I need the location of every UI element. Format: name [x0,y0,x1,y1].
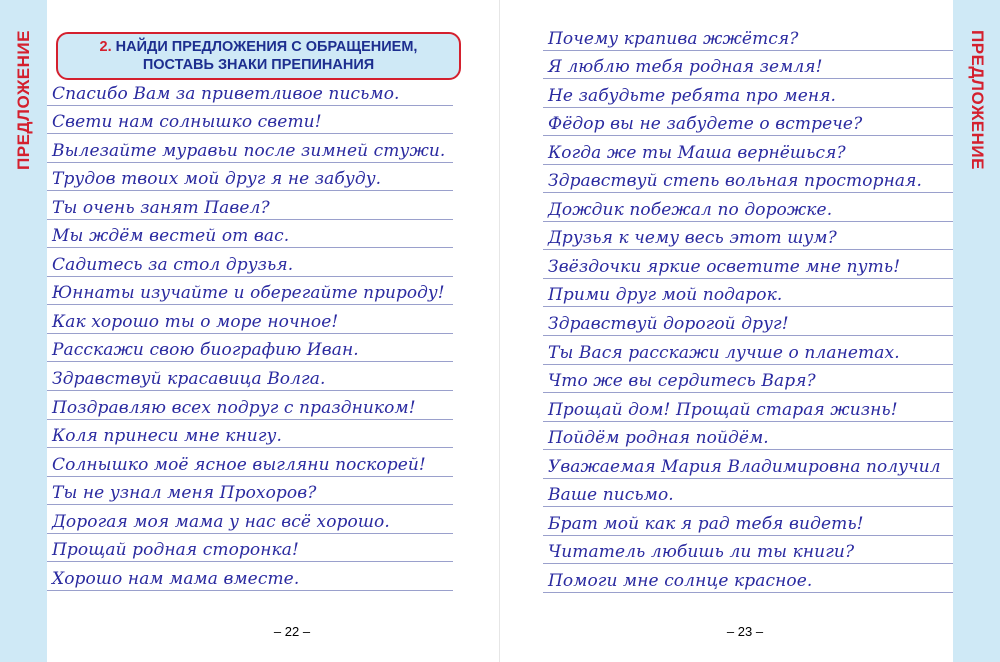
handwritten-line [500,368,953,397]
right-handwriting-lines [500,25,953,596]
task-number: 2. [99,39,112,55]
right-page-number: – 23 – [726,624,764,639]
handwritten-sentence: Звёздочки яркие осветите мне путь! [548,256,901,277]
handwritten-line [500,539,953,568]
task-title-line2: ПОСТАВЬ ЗНАКИ ПРЕПИНАНИЯ [142,57,375,73]
handwritten-line [47,451,500,480]
handwritten-line [47,194,500,223]
handwritten-sentence: Помоги мне солнце красное. [548,570,813,591]
handwritten-sentence: Фёдор вы не забудете о встрече? [548,114,863,135]
handwritten-line [47,480,500,509]
task-title-text1: НАЙДИ ПРЕДЛОЖЕНИЯ С ОБРАЩЕНИЕМ, [115,39,418,55]
handwritten-sentence: Здравствуй красавица Волга. [52,369,326,390]
handwritten-line [47,508,500,537]
handwritten-sentence: Расскажи свою биографию Иван. [52,340,359,361]
left-side-band [0,0,47,662]
handwritten-line [500,196,953,225]
right-page [500,0,953,662]
handwritten-sentence: Уважаемая Мария Владимировна получил [548,456,941,477]
handwritten-sentence: Брат мой как я рад тебя видеть! [548,513,864,534]
handwritten-line [500,425,953,454]
handwritten-line [500,282,953,311]
handwritten-sentence: Садитесь за стол друзья. [52,254,294,275]
handwritten-sentence: Здравствуй степь вольная просторная. [548,171,922,192]
handwritten-line [47,423,500,452]
left-page-number: – 22 – [273,624,311,639]
handwritten-sentence: Когда же ты Маша вернёшься? [548,142,846,163]
handwritten-sentence: Что же вы сердитесь Варя? [548,371,816,392]
handwritten-sentence: Ваше письмо. [548,485,674,506]
handwritten-sentence: Ты не узнал меня Прохоров? [52,483,317,504]
handwritten-line [47,137,500,166]
task-title-line1 [100,38,418,56]
handwritten-sentence: Юннаты изучайте и оберегайте природу! [52,283,445,304]
handwritten-line [500,82,953,111]
task-header-box [56,32,461,80]
handwritten-line [500,510,953,539]
handwritten-line [47,223,500,252]
handwritten-line [500,453,953,482]
right-side-label [953,30,1000,170]
handwritten-sentence: Прощай родная сторонка! [52,540,299,561]
handwritten-line [500,567,953,596]
handwritten-line [47,251,500,280]
handwritten-line [500,339,953,368]
handwritten-sentence: Читатель любишь ли ты книги? [548,542,855,563]
handwritten-line [47,308,500,337]
handwritten-sentence: Здравствуй дорогой друг! [548,314,789,335]
handwritten-line [500,111,953,140]
handwritten-sentence: Ты очень занят Павел? [52,197,270,218]
handwritten-line [500,482,953,511]
handwritten-sentence: Друзья к чему весь этот шум? [548,228,837,249]
handwritten-line [500,54,953,83]
handwritten-sentence: Дорогая моя мама у нас всё хорошо. [52,511,390,532]
handwritten-line [47,365,500,394]
handwritten-sentence: Мы ждём вестей от вас. [52,226,290,247]
handwritten-line [500,25,953,54]
handwritten-sentence: Поздравляю всех подруг с праздником! [52,397,416,418]
handwritten-sentence: Солнышко моё ясное выгляни поскорей! [52,454,426,475]
handwritten-sentence: Свети нам солнышко свети! [52,112,322,133]
handwritten-sentence: Как хорошо ты о море ночное! [52,311,339,332]
handwritten-sentence: Пойдём родная пойдём. [548,428,769,449]
right-side-band [953,0,1000,662]
right-side-label-text: ПРЕДЛОЖЕНИЕ [967,30,987,170]
handwritten-sentence: Прими друг мой подарок. [548,285,783,306]
handwritten-line [47,537,500,566]
handwritten-sentence: Трудов твоих мой друг я не забуду. [52,169,382,190]
handwritten-sentence: Я люблю тебя родная земля! [548,57,823,78]
handwritten-line [47,280,500,309]
handwritten-line [500,139,953,168]
handwritten-line [500,253,953,282]
left-handwriting-lines [47,80,500,594]
left-side-label [0,30,47,170]
left-side-label-text: ПРЕДЛОЖЕНИЕ [13,30,33,170]
handwritten-line [500,396,953,425]
handwritten-sentence: Коля принеси мне книгу. [52,426,282,447]
handwritten-sentence: Ты Вася расскажи лучше о планетах. [548,342,900,363]
left-page [47,0,500,662]
handwritten-sentence: Не забудьте ребята про меня. [548,85,837,106]
handwritten-line [47,565,500,594]
handwritten-sentence: Прощай дом! Прощай старая жизнь! [548,399,898,420]
handwritten-line [500,168,953,197]
handwritten-sentence: Вылезайте муравьи после зимней стужи. [52,140,446,161]
handwritten-line [47,166,500,195]
handwritten-sentence: Дождик побежал по дорожке. [548,199,833,220]
handwritten-line [500,225,953,254]
handwritten-line [47,109,500,138]
handwritten-sentence: Почему крапива жжётся? [548,28,799,49]
handwritten-line [47,337,500,366]
handwritten-sentence: Хорошо нам мама вместе. [52,568,300,589]
handwritten-line [500,310,953,339]
handwritten-sentence: Спасибо Вам за приветливое письмо. [52,83,400,104]
handwritten-line [47,80,500,109]
handwritten-line [47,394,500,423]
